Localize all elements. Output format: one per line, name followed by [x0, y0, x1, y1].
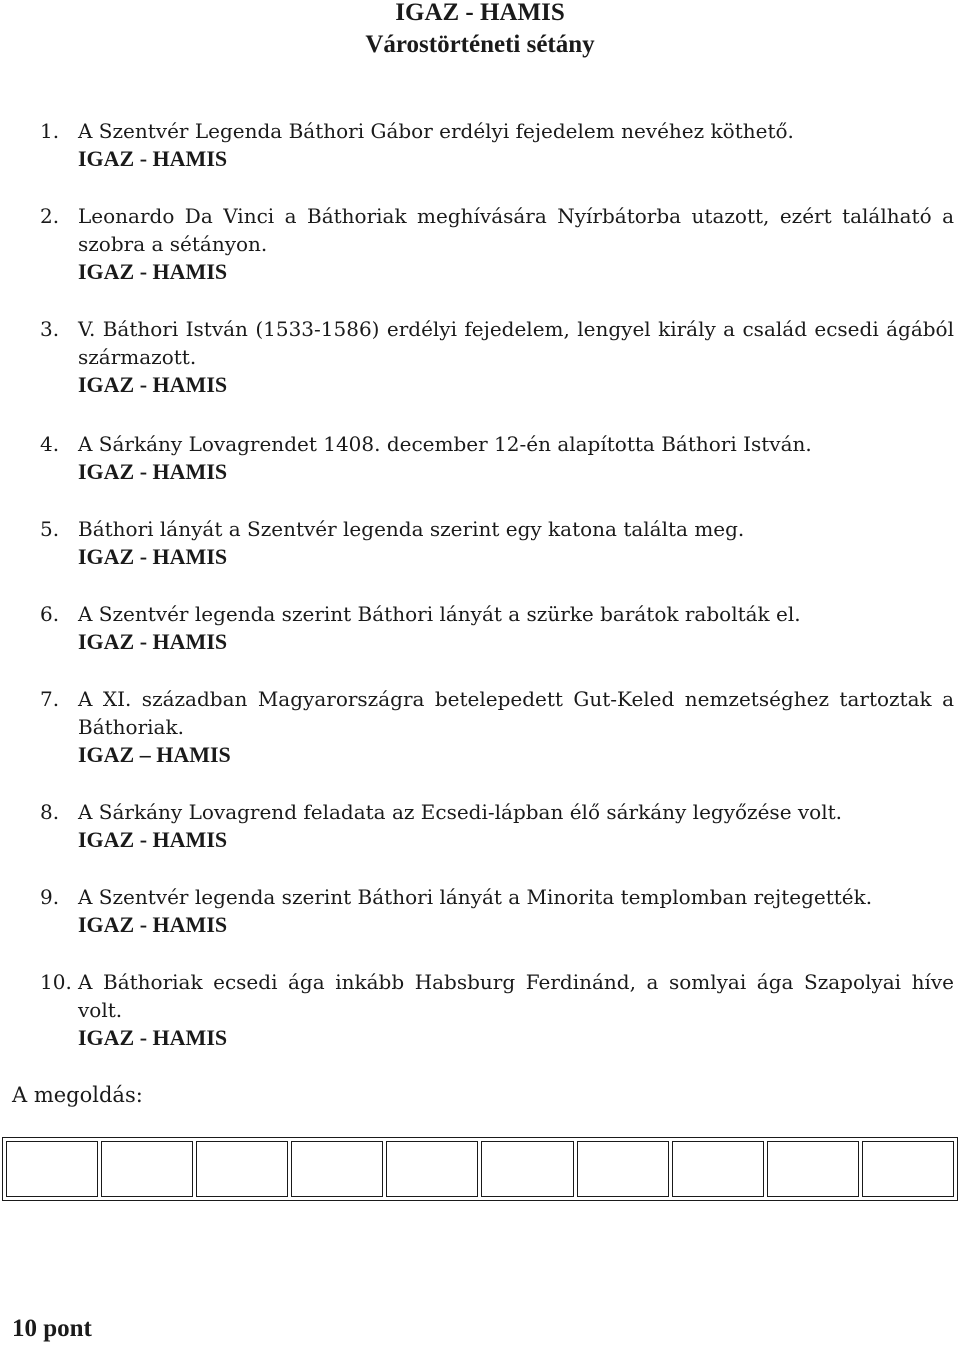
- question-number: 2.: [40, 204, 60, 228]
- question-text: A Sárkány Lovagrendet 1408. december 12-én alapította Báthori István.: [78, 432, 812, 456]
- question-text: A Báthoriak ecsedi ága inkább Habsburg Ferdinánd, a somlyai ága Szapolyai híve volt.: [78, 970, 954, 1022]
- answer-cell-2[interactable]: [101, 1141, 193, 1197]
- question-text: V. Báthori István (1533-1586) erdélyi fejedelem, lengyel király a család ecsedi ágából származott.: [78, 317, 954, 369]
- question-8: [40, 798, 954, 854]
- answer-choice[interactable]: IGAZ - HAMIS: [78, 259, 228, 284]
- question-10: [40, 968, 954, 1052]
- question-9: [40, 883, 954, 939]
- question-number: 9.: [40, 885, 60, 909]
- question-number: 1.: [40, 119, 60, 143]
- question-number: 8.: [40, 800, 60, 824]
- question-text: A Sárkány Lovagrend feladata az Ecsedi-lápban élő sárkány legyőzése volt.: [78, 800, 843, 824]
- question-5: [40, 515, 954, 571]
- question-4: [40, 430, 954, 486]
- answer-cell-6[interactable]: [481, 1141, 573, 1197]
- question-number: 10.: [40, 970, 72, 994]
- points-label: 10 pont: [12, 1315, 92, 1342]
- answer-choice[interactable]: IGAZ - HAMIS: [78, 459, 228, 484]
- answer-grid: [2, 1137, 958, 1201]
- answer-choice[interactable]: IGAZ - HAMIS: [78, 544, 228, 569]
- question-text: A Szentvér legenda szerint Báthori lányát a Minorita templomban rejtegették.: [78, 885, 873, 909]
- question-text: A Szentvér legenda szerint Báthori lányát a szürke barátok rabolták el.: [78, 602, 801, 626]
- question-text: A Szentvér Legenda Báthori Gábor erdélyi fejedelem nevéhez köthető.: [78, 119, 794, 143]
- answer-cell-9[interactable]: [767, 1141, 859, 1197]
- question-number: 6.: [40, 602, 60, 626]
- answer-choice[interactable]: IGAZ - HAMIS: [78, 1025, 228, 1050]
- page-title: IGAZ - HAMIS: [395, 0, 565, 26]
- answer-cell-8[interactable]: [672, 1141, 764, 1197]
- answer-choice[interactable]: IGAZ - HAMIS: [78, 629, 228, 654]
- answer-choice[interactable]: IGAZ - HAMIS: [78, 827, 228, 852]
- answer-cell-1[interactable]: [6, 1141, 98, 1197]
- question-text: Leonardo Da Vinci a Báthoriak meghívására Nyírbátorba utazott, ezért található a szobra a sétányon.: [78, 204, 954, 256]
- question-number: 7.: [40, 687, 60, 711]
- answer-cell-7[interactable]: [577, 1141, 669, 1197]
- question-2: [40, 202, 954, 286]
- answer-cell-3[interactable]: [196, 1141, 288, 1197]
- question-number: 4.: [40, 432, 60, 456]
- answer-choice[interactable]: IGAZ – HAMIS: [78, 742, 231, 767]
- answer-choice[interactable]: IGAZ - HAMIS: [78, 146, 228, 171]
- answer-choice[interactable]: IGAZ - HAMIS: [78, 912, 228, 937]
- question-text: Báthori lányát a Szentvér legenda szerint egy katona találta meg.: [78, 517, 745, 541]
- question-3: [40, 315, 954, 399]
- question-1: [40, 117, 954, 173]
- question-7: [40, 685, 954, 769]
- question-number: 5.: [40, 517, 60, 541]
- question-6: [40, 600, 954, 656]
- question-number: 3.: [40, 317, 60, 341]
- question-text: A XI. században Magyarországra betelepedett Gut-Keled nemzetséghez tartoztak a Báthoriak.: [78, 687, 954, 739]
- answer-cell-4[interactable]: [291, 1141, 383, 1197]
- answer-cell-10[interactable]: [862, 1141, 954, 1197]
- answer-grid-row: [6, 1141, 954, 1197]
- answer-cell-5[interactable]: [386, 1141, 478, 1197]
- page-subtitle: Várostörténeti sétány: [365, 31, 595, 58]
- answer-choice[interactable]: IGAZ - HAMIS: [78, 372, 228, 397]
- solution-label: A megoldás:: [12, 1083, 143, 1107]
